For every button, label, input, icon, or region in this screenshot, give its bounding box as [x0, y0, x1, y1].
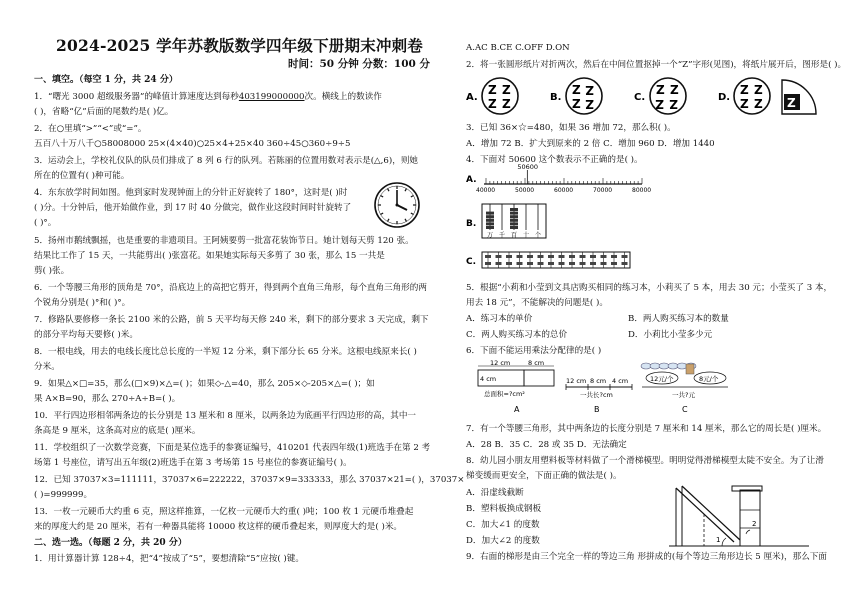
- z-glyph: Z: [488, 83, 497, 97]
- r-q4: 4．下面对 50600 这个数表示不正确的是( )。: [466, 155, 643, 165]
- z-glyph: Z: [670, 83, 679, 97]
- number-line-label: 60000: [554, 187, 574, 194]
- q12-line-a: 12．已知 37037×3=111111，37037×6=222222，37037×9=333333，那么 37037×21=( )，37037×: [34, 475, 465, 485]
- z-glyph: Z: [572, 83, 581, 97]
- z-option-letter: B.: [550, 92, 562, 103]
- counter-bead: [590, 255, 596, 258]
- counter-bead: [580, 262, 586, 265]
- rect-a2: [524, 370, 554, 386]
- price-tag-2-label: 8元/个: [699, 375, 719, 383]
- section-fill-blanks: 一、填空。（每空 1 分，共 24 分）: [34, 75, 178, 85]
- r-q8-b: 梯变缓而更安全，下面正确的做法是( )。: [466, 471, 622, 481]
- r-q6: 6．下面不能运用乘法分配律的是( ): [466, 346, 602, 356]
- abacus-bead: [486, 222, 494, 225]
- choice-q1: 1．用计算器计算 128÷4，把“4”按成了“5”，要想清除“5”应按( )键。: [34, 554, 304, 564]
- question-total-price: 一共?元: [672, 391, 695, 399]
- r-q8-opt-c: C．加大∠1 的度数: [466, 520, 540, 530]
- q5-line-a: 5．扬州市鹅绒飘摇，也是重要的非遗项目。王阿姨要剪一批富花装饰节日。她计划每天剪 120 张。: [34, 236, 414, 246]
- price-tag-1-label: 12元/个: [650, 375, 674, 383]
- number-line-label: 50000: [515, 187, 535, 194]
- q8-line-a: 8．一根电线，用去的电线长度比总长度的一半短 12 分米，剩下部分长 65 分米。这根电线原来长( ): [34, 347, 417, 357]
- r-q8-a: 8．幼儿园小朋友用塑料板等材料做了一个滑梯模型。明明觉得滑梯模型太陡不安全。为了让滑: [466, 456, 824, 466]
- q1-text-b: 次。横线上的数读作: [304, 92, 382, 102]
- counter-bead: [485, 262, 491, 265]
- z-options-figure: [466, 74, 838, 118]
- counter-bead: [601, 255, 607, 258]
- counter-bead: [559, 262, 565, 265]
- counter-bead: [601, 262, 607, 265]
- counter-bead: [527, 255, 533, 258]
- r-options-q1: A.AC B.CE C.OFF D.ON: [466, 43, 570, 53]
- r-q8-opt-a: A．沿虚线截断: [466, 488, 524, 498]
- counter-bead: [611, 262, 617, 265]
- dim-label-8cm: 8 cm: [528, 359, 545, 367]
- abacus-bead: [486, 219, 494, 222]
- counter-bead: [506, 255, 512, 258]
- q5-line-c: 剪( )张。: [34, 266, 70, 276]
- q1-line-a: [34, 91, 382, 103]
- q3-line-a: 3．运动会上，学校礼仪队的队员们排成了 8 列 6 行的队列。若陈丽的位置用数对表示是(△,6)，则她: [34, 156, 419, 166]
- fig-c-label: C.: [466, 257, 477, 267]
- angle-2-label: 2: [752, 520, 757, 528]
- z-glyph: Z: [669, 97, 678, 111]
- counter-bead: [538, 255, 544, 258]
- counter-bead: [538, 262, 544, 265]
- r-q8-opt-b: B．塑料板换成钢板: [466, 504, 542, 514]
- abacus-bead: [510, 208, 518, 211]
- option-a-letter: A: [514, 405, 520, 414]
- q2-line-b: 五百八十万八千○58008000 25×(4×40)○25×4+25×40 360÷45○360÷9÷5: [34, 139, 351, 149]
- r-q5-opt-d: D．小莉比小莹多少元: [628, 330, 713, 340]
- z-glyph: Z: [656, 83, 665, 97]
- z-cutout-glyph: Z: [787, 96, 796, 110]
- number-line-label: 80000: [632, 187, 652, 194]
- counter-bead: [496, 255, 502, 258]
- r-q8-opt-d: D．加大∠2 的度数: [466, 536, 540, 546]
- q10-line-b: 条高是 9 厘米，这条高对应的底是( )厘米。: [34, 426, 201, 436]
- q7-line-b: 的部分平均每天要修( )米。: [34, 330, 138, 340]
- z-glyph: Z: [754, 97, 763, 111]
- q13-line-a: 13．一枚一元硬币大约重 6 克，照这样推算，一亿枚一元硬币大约重( )吨；100 枚 1 元硬币堆叠起: [34, 507, 414, 517]
- item-icon: [641, 363, 651, 369]
- dim-label-12cm: 12 cm: [490, 359, 511, 367]
- counter-bead: [496, 262, 502, 265]
- clock-figure: [372, 180, 422, 230]
- abacus-bead: [486, 226, 494, 229]
- time-score-info: 时间：50 分钟 分数：100 分: [288, 58, 430, 70]
- r-q5-opt-b: B．两人购买练习本的数量: [628, 314, 729, 324]
- number-line-mark-label: 50600: [517, 163, 539, 171]
- number-line-label: 70000: [593, 187, 613, 194]
- z-glyph: Z: [502, 97, 511, 111]
- q2-line-a: 2．在○里填“>”“<”或“=”。: [34, 124, 147, 134]
- z-glyph: Z: [740, 83, 749, 97]
- r-q5-a: 5．根据“小莉和小莹到文具店购买相同的练习本，小莉买了 5 本，用去 30 元；小莹买了 3 本，: [466, 283, 833, 293]
- q6-line-b: 个锐角分别是( )°和( )°。: [34, 298, 131, 308]
- item-icon: [668, 363, 678, 369]
- section-choice: 二、选一选。（每题 2 分，共 20 分）: [34, 538, 187, 548]
- counter-bead: [485, 255, 491, 258]
- q11-line-b: 场第 1 号座位，请写出五年级(2)班选手在第 3 考场第 15 号座位的参赛证编号( )。: [34, 458, 352, 468]
- item-icon: [659, 363, 669, 369]
- dim-label-8cm-b: 8 cm: [590, 377, 607, 385]
- abacus-place-label: 百: [511, 232, 518, 239]
- counter-bead: [569, 262, 575, 265]
- abacus-bead: [510, 226, 518, 229]
- q9-line-a: 9．如果△×□=35，那么(□×9)×△=( )；如果◇-△=40，那么 205×◇-205×△=( )；如: [34, 379, 375, 389]
- q6-line-a: 6．一个等腰三角形的顶角是 70°，沿底边上的高把它剪开，得到两个直角三角形，每个直角三角形的两: [34, 283, 427, 293]
- abacus-bead: [510, 222, 518, 225]
- exam-title: 2024-2025 学年苏教版数学四年级下册期末冲刺卷: [56, 36, 424, 55]
- r-q5-b: 用去 18 元”，不能解决的问题是( )。: [466, 298, 608, 308]
- dim-label-4cm: 4 cm: [480, 375, 497, 383]
- r-q3-a: 3．已知 36×☆=480，如果 36 增加 72，那么积( )。: [466, 123, 676, 133]
- z-option-letter: D.: [718, 92, 731, 103]
- z-glyph: Z: [655, 97, 664, 111]
- q12-line-b: ( )=999999。: [34, 490, 93, 500]
- counter-bead: [548, 262, 554, 265]
- r-q5-opt-c: C．两人购买练习本的总价: [466, 330, 568, 340]
- z-option-letter: A.: [466, 92, 478, 103]
- z-option-letter: C.: [634, 92, 646, 103]
- abacus-place-label: 个: [535, 232, 542, 239]
- q4-line-b: ( )分。十分钟后，他开始做作业，到 17 时 40 分做完，做作业这段时间时针旋转了: [34, 203, 352, 213]
- z-glyph: Z: [572, 97, 581, 111]
- counter-bead: [559, 255, 565, 258]
- counter-bead: [622, 262, 628, 265]
- r-q7-b: A．28 B．35 C．28 或 35 D．无法确定: [466, 440, 627, 450]
- counter-bead: [548, 255, 554, 258]
- abacus-bead: [486, 212, 494, 215]
- abacus-bead: [486, 215, 494, 218]
- q1-line-c: ( )，省略“亿”后面的尾数约是( )亿。: [34, 107, 174, 117]
- z-glyph: Z: [754, 83, 763, 97]
- abacus-bead: [510, 215, 518, 218]
- item-icon: [677, 363, 687, 369]
- abacus-place-label: 十: [523, 232, 530, 239]
- q13-line-b: 来的厚度大约是 20 厘米，若有一种器具能将 10000 枚这样的硬币叠起来，则厚度大约是( )米。: [34, 522, 403, 532]
- q6-figures: [466, 360, 766, 418]
- counter-bead: [611, 255, 617, 258]
- r-q9: 9．右面的梯形是由三个完全一样的等边三角 形拼成的(每个等边三角形边长 5 厘米)，那么下面: [466, 552, 827, 562]
- q9-line-b: 果 A×B=90，那么 270÷A÷B=( )。: [34, 394, 181, 404]
- r-q3-b: A．增加 72 B．扩大到原来的 2 倍 C．增加 960 D．增加 1440: [466, 139, 715, 149]
- question-total-area: 总面积=?cm²: [484, 390, 525, 398]
- counter-bead: [622, 255, 628, 258]
- z-glyph: Z: [740, 97, 749, 111]
- q5-line-b: 结果比工作了 15 天，一共能剪出( )张富花。如果她实际每天多剪了 30 张，那么 15 一共是: [34, 251, 385, 261]
- q4-line-a: 4．东东放学时间如图。他到家时发现钟面上的分针正好旋转了 180°，这时是( )时: [34, 188, 348, 198]
- fig-b-label: B.: [466, 219, 477, 229]
- question-total-length: 一共长?cm: [580, 391, 613, 399]
- item-icon: [650, 363, 660, 369]
- q3-line-b: 所在的位置有( )种可能。: [34, 171, 130, 181]
- q4-line-c: ( )°。: [34, 218, 57, 228]
- z-glyph: Z: [488, 97, 497, 111]
- r-q7-a: 7．有一个等腰三角形，其中两条边的长度分别是 7 厘米和 14 厘米，那么它的周长是( )厘米。: [466, 424, 827, 434]
- z-glyph: Z: [585, 83, 594, 97]
- abacus-bead: [510, 212, 518, 215]
- counter-bead: [527, 262, 533, 265]
- fig-a-label: A.: [466, 175, 477, 185]
- counter-bead: [590, 262, 596, 265]
- q7-line-a: 7．修路队要修修一条长 2100 米的公路，前 5 天平均每天修 240 米，剩下的部分要求 3 天完成，剩下: [34, 315, 429, 325]
- abacus-bead: [510, 219, 518, 222]
- option-c-letter: C: [682, 405, 688, 414]
- r-q2: 2．将一张圆形纸片对折两次，然后在中间位置抠掉一个“Z”字形(见图)，将纸片展开后，图形是( )。: [466, 60, 847, 70]
- angle-1-label: 1: [716, 536, 721, 544]
- q11-line-a: 11．学校组织了一次数学竞赛，下面是某位选手的参赛证编号，410201 代表四年级(1)班选手在第 2 考: [34, 443, 431, 453]
- z-glyph: Z: [585, 97, 594, 111]
- dim-label-4cm-b: 4 cm: [612, 377, 629, 385]
- item-icon-2: [686, 364, 694, 374]
- q8-line-b: 分米。: [34, 362, 60, 372]
- counter-bead: [580, 255, 586, 258]
- number-line-label: 40000: [476, 187, 496, 194]
- slide-figure: [664, 480, 814, 550]
- counter-bead: [506, 262, 512, 265]
- counter-bead: [517, 262, 523, 265]
- q10-line-a: 10．平行四边形相邻两条边的长分别是 13 厘米和 8 厘米，以两条边为底画平行四边形的高，其中一: [34, 411, 417, 421]
- option-b-letter: B: [594, 405, 600, 414]
- q1-number: 403199000000: [238, 92, 305, 102]
- abacus-place-label: 万: [487, 232, 494, 239]
- q1-text: 1．“曙光 3000 超级服务器”的峰值计算速度达到每秒: [34, 92, 239, 102]
- q4-figures: [466, 163, 652, 276]
- abacus-place-label: 千: [499, 232, 506, 239]
- dim-label-12cm-b: 12 cm: [566, 377, 587, 385]
- counter-frame: [482, 252, 630, 268]
- z-glyph: Z: [502, 83, 511, 97]
- r-q5-opt-a: A．练习本的单价: [466, 314, 533, 324]
- counter-bead: [569, 255, 575, 258]
- counter-bead: [517, 255, 523, 258]
